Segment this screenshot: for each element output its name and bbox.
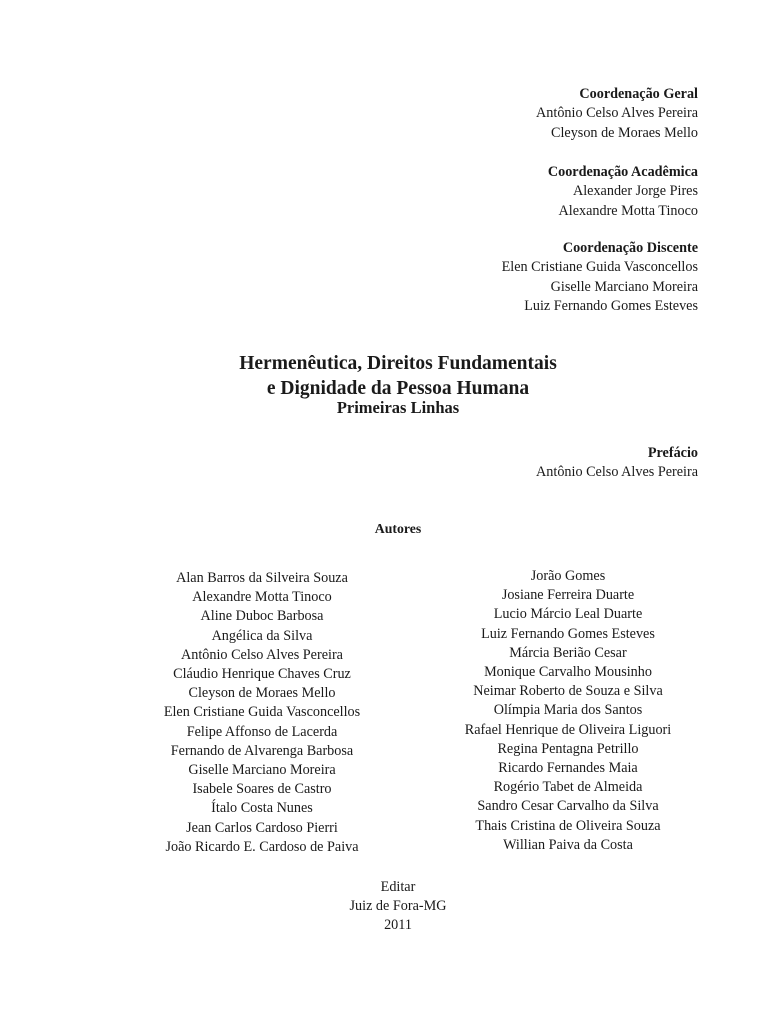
coordenacao-academica-heading: Coordenação Acadêmica	[547, 164, 698, 180]
coordenacao-geral-heading: Coordenação Geral	[579, 86, 698, 102]
preface-block	[536, 444, 698, 483]
publication-city: Juiz de Fora-MG	[349, 898, 447, 915]
book-subtitle: Primeiras Linhas	[336, 398, 460, 417]
author-name: Felipe Affonso de Lacerda	[186, 723, 338, 740]
author-name: Jean Carlos Cardoso Pierri	[186, 819, 338, 836]
author-name: Isabele Soares de Castro	[192, 781, 332, 798]
coordenacao-discente-name: Luiz Fernando Gomes Esteves	[524, 298, 698, 315]
imprint-block	[0, 878, 768, 936]
author-name: Angélica da Silva	[211, 627, 313, 644]
author-name: João Ricardo E. Cardoso de Paiva	[165, 838, 359, 855]
author-name: Alan Barros da Silveira Souza	[176, 570, 348, 586]
coordenacao-geral-name: Cleyson de Moraes Mello	[551, 124, 698, 141]
author-name: Rogério Tabet de Almeida	[493, 779, 643, 796]
coordenacao-geral-name: Antônio Celso Alves Pereira	[536, 105, 698, 122]
publisher-name: Editar	[380, 879, 416, 895]
author-name: Ricardo Fernandes Maia	[498, 760, 638, 777]
author-name: Regina Pentagna Petrillo	[497, 740, 639, 757]
author-name: Olímpia Maria dos Santos	[493, 702, 643, 719]
author-name: Cleyson de Moraes Mello	[188, 685, 336, 702]
author-name: Antônio Celso Alves Pereira	[181, 646, 343, 663]
author-name: Monique Carvalho Mousinho	[484, 664, 652, 681]
authors-list-right	[418, 567, 718, 855]
author-name: Willian Paiva da Costa	[503, 836, 633, 853]
author-name: Rafael Henrique de Oliveira Liguori	[464, 721, 672, 738]
author-name: Thais Cristina de Oliveira Souza	[475, 817, 661, 834]
preface-author: Antônio Celso Alves Pereira	[536, 464, 698, 481]
author-name: Fernando de Alvarenga Barbosa	[170, 742, 354, 759]
author-name: Lucio Márcio Leal Duarte	[493, 606, 643, 623]
coordenacao-discente-heading: Coordenação Discente	[562, 240, 698, 256]
authors-heading: Autores	[374, 521, 422, 536]
author-name: Jorão Gomes	[530, 568, 606, 584]
author-name: Alexandre Motta Tinoco	[192, 589, 332, 606]
coordenacao-academica-block	[548, 163, 698, 221]
publication-year: 2011	[384, 917, 412, 934]
author-name: Giselle Marciano Moreira	[188, 762, 336, 779]
coordenacao-geral-block	[536, 85, 698, 143]
book-title-line-1: Hermenêutica, Direitos Fundamentais	[239, 353, 557, 374]
coordenacao-academica-name: Alexander Jorge Pires	[572, 183, 698, 200]
author-name: Ítalo Costa Nunes	[211, 800, 313, 817]
author-name: Josiane Ferreira Duarte	[501, 587, 635, 604]
author-name: Sandro Cesar Carvalho da Silva	[477, 798, 659, 815]
coordenacao-discente-name: Elen Cristiane Guida Vasconcellos	[501, 259, 698, 276]
authors-list-left	[112, 569, 412, 857]
author-name: Aline Duboc Barbosa	[200, 608, 324, 625]
coordenacao-academica-name: Alexandre Motta Tinoco	[558, 202, 698, 219]
author-name: Márcia Berião Cesar	[509, 644, 627, 661]
preface-heading: Prefácio	[647, 445, 698, 461]
author-name: Luiz Fernando Gomes Esteves	[481, 625, 655, 642]
coordenacao-discente-block	[502, 239, 698, 317]
author-name: Neimar Roberto de Souza e Silva	[473, 683, 663, 700]
book-title-line-2: e Dignidade da Pessoa Humana	[266, 378, 530, 399]
coordenacao-discente-name: Giselle Marciano Moreira	[550, 278, 698, 295]
book-title-block	[0, 351, 768, 417]
author-name: Elen Cristiane Guida Vasconcellos	[163, 704, 361, 721]
author-name: Cláudio Henrique Chaves Cruz	[173, 666, 351, 683]
